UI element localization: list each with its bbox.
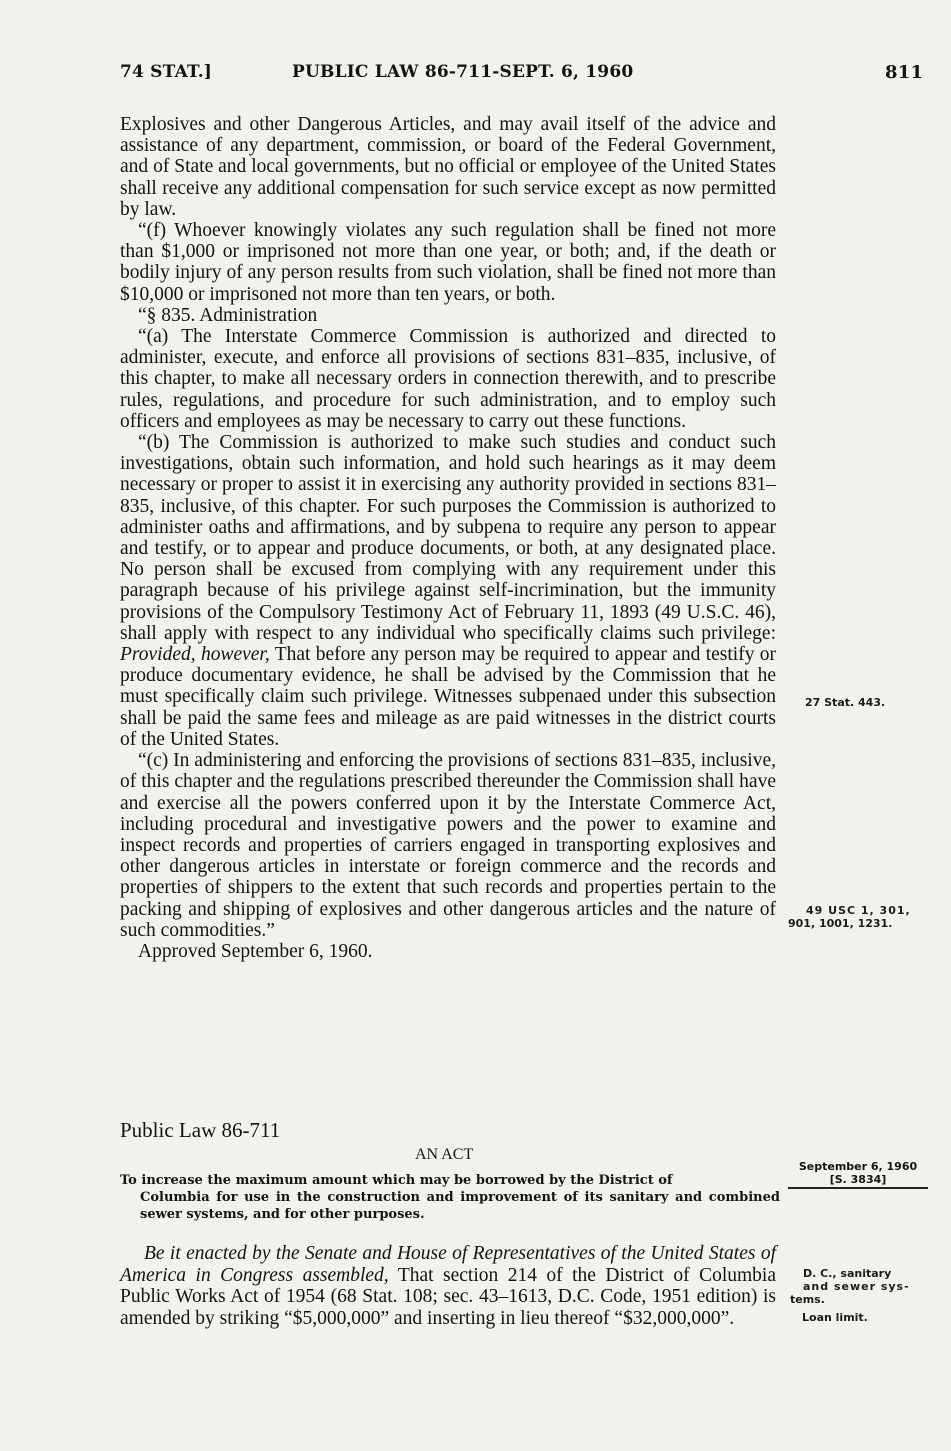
margin-note-loan: Loan limit. (802, 1311, 868, 1324)
margin-note-usc-1: 49 USC 1, 301, (806, 904, 911, 917)
paragraph-c: “(c) In administering and enforcing the provisions of sections 831–835, inclusive, of this chapter and the regulations prescribed thereunder the Commission shall have and exercise all the powers conferred upon it by the Interstate Commerce Act, including procedural and investigative powers and the power to examine and inspect records and properties of carriers engaged in transporting explosives and other dangerous articles in interstate or foreign commerce and the records and properties of shippers to the extent that such records and properties pertain to the packing and shipping of explosives and other dangerous articles and the nature of such commodities.” (120, 750, 776, 941)
an-act-heading: AN ACT (415, 1146, 474, 1163)
main-text (120, 114, 776, 962)
act-purpose-line2: Columbia for use in the construction and improvement of its sanitary and combined sewer systems, and for other purposes. (140, 1190, 780, 1222)
bill-number: [S. 3834] (829, 1173, 887, 1186)
header-law-title: PUBLIC LAW 86-711-SEPT. 6, 1960 (292, 62, 634, 82)
approval-date: Approved September 6, 1960. (138, 940, 373, 962)
margin-note-dc-1: D. C., sanitary (803, 1267, 892, 1280)
act-purpose (120, 1172, 780, 1223)
enacting-formula: Be it enacted by the Senate and House of Representatives of the United States of America in Congress assembled, (120, 1243, 776, 1286)
enactment-date: September 6, 1960 (798, 1160, 918, 1173)
enactment-date-box (788, 1160, 928, 1186)
header-volume: 74 STAT.] (120, 62, 213, 82)
paragraph-continued: Explosives and other Dangerous Articles, and may avail itself of the advice and assistance of any department, commission, or board of the Federal Government, and of State and local governments, but no official or employee of the United States shall receive any additional compensation for such service except as now permitted by law. (120, 114, 776, 220)
margin-note-dc-3: tems. (790, 1293, 825, 1306)
paragraph-f: “(f) Whoever knowingly violates any such regulation shall be fined not more than $1,000 or imprisoned not more than one year, or both; and, if the death or bodily injury of any person results from such violation, shall be fined not more than $10,000 or imprisoned not more than ten years, or both. (120, 220, 776, 305)
paragraph-a: “(a) The Interstate Commerce Commission is authorized and directed to administer, execute, and enforce all provisions of sections 831–835, inclusive, of this chapter, to make all necessary orders in connection therewith, and to prescribe rules, regulations, and procedure for such administration, and to employ such officers and employees as may be necessary to carry out these functions. (120, 326, 776, 432)
paragraph-b (120, 432, 776, 750)
proviso-italic: Provided, however, (120, 644, 270, 666)
act-purpose-line1: To increase the maximum amount which may be borrowed by the District of (120, 1173, 673, 1188)
paragraph-b-part1: “(b) The Commission is authorized to make such studies and conduct such investigations, obtain such information, and hold such hearings as it may deem necessary or proper to assist it in exercising any authority provided in sections 831–835, inclusive, of this chapter. For such purposes the Commission is authorized to administer oaths and affirmations, and by subpena to require any person to appear and testify, or to appear and produce documents, or both, at any designated place. No person shall be excused from complying with any requirement under this paragraph because of his privilege against self-incrimination, but the immunity provisions of the Compulsory Testimony Act of February 11, 1893 (49 U.S.C. 46), shall apply with respect to any individual who specifically claims such privilege: (120, 432, 776, 644)
margin-note-usc-2: 901, 1001, 1231. (788, 917, 893, 930)
enacting-text: That section 214 of the District of Columbia Public Works Act of 1954 (68 Stat. 108; sec. 43–1613, D.C. Code, 1951 edition) is amended by striking “$5,000,000” and inserting in lieu thereof “$32,000,000”. (120, 1264, 776, 1329)
margin-note-dc-2: and sewer sys- (803, 1280, 910, 1293)
date-rule-line (788, 1187, 928, 1189)
paragraph-b-part2: That before any person may be required to appear and testify or produce documentary evidence, he shall be advised by the Commission that he must specifically claim such privilege. Witnesses subpenaed under this subsection shall be paid the same fees and mileage as are paid witnesses in the district courts of the United States. (120, 644, 776, 750)
section-835-heading: “§ 835. Administration (138, 304, 318, 326)
page-number: 811 (885, 62, 924, 83)
public-law-title: Public Law 86-711 (120, 1118, 281, 1142)
enacting-clause (120, 1243, 776, 1329)
margin-note-stat: 27 Stat. 443. (805, 696, 886, 709)
